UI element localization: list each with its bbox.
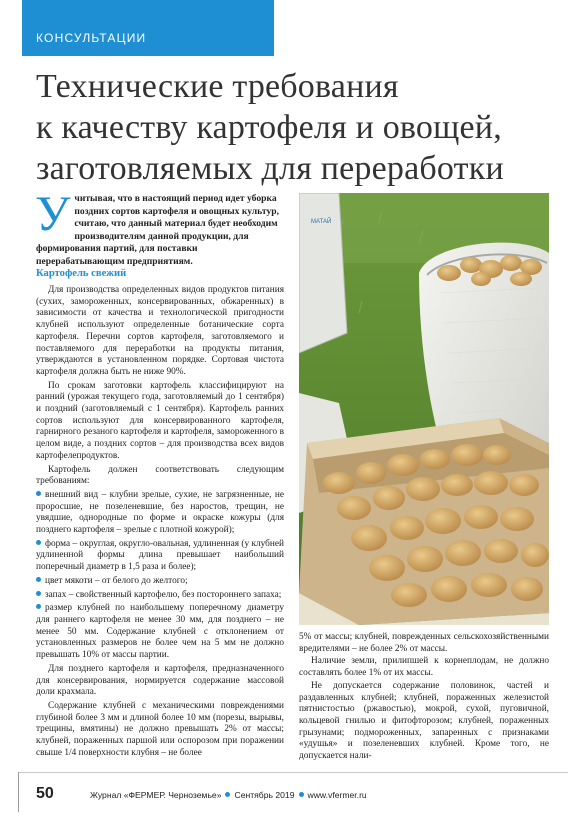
paragraph: Не допускается содержание половинок, частей и раздавленных клубней; клубней, пораженных железистой пятнистостью (ржавостью), мокрой, сухой, пуговичной, кольцевой гнилью и фитофторозом; клубней, пораженных грызунами; подмороженных, запаренных с признаками «удушья» и позеленевших клубней. Кроме того, не допускается нали- — [299, 680, 549, 762]
bullet-icon — [36, 591, 41, 596]
bullet-text: внешний вид – клубни зрелые, сухие, не загрязненные, не проросшие, не позеленевшие, без наростов, трещин, не увядшие, однородные по форме и окраске кожуры (для позднего картофеля – зрелые с плотной кожурой); — [36, 489, 284, 536]
bullet-item — [36, 603, 284, 662]
page-number: 50 — [36, 785, 54, 802]
bullet-icon — [36, 491, 41, 496]
article-title — [36, 66, 556, 189]
separator-dot-icon — [299, 792, 304, 797]
paragraph: Для производства определенных видов продуктов питания (сухих, замороженных, консервированных, обжаренных) в зависимости от качества и технологической пригодности клубней используют определенные ботанические сорта картофеля. Перечни сортов картофеля, заготовляемого и поставляемого для переработки на продукты питания, утверждаются в установленном порядке. Сортовая чистота картофеля должна быть не ниже 90%. — [36, 285, 284, 377]
bullet-text: форма – округлая, округло-овальная, удлиненная (у клубней удлиненной формы длина превышает наибольший поперечный диаметр в 1,5 раза и более); — [36, 538, 284, 573]
footer-margin-rule — [18, 772, 19, 812]
bullet-item — [36, 490, 284, 537]
left-column — [36, 285, 284, 761]
bullet-text: запах – свойственный картофелю, без постороннего запаха; — [45, 589, 282, 600]
paragraph: Содержание клубней с механическими повреждениями глубиной более 3 мм и длиной более 10 мм (порезы, вырывы, трещины, вмятины) не должно превышать 2% от массы; клубней, пораженных паршой или оспорозом при поражении свыше 1/4 поверхности клубня – не более — [36, 700, 284, 758]
footer-line — [90, 790, 367, 800]
bullet-text: размер клубней по наибольшему поперечному диаметру для раннего картофеля не менее 30 мм, для позднего – не менее 50 мм. Содержание клубней с отклонением от установленных размеров не более чем на 5 мм не должно превышать 10% от массы партии. — [36, 603, 284, 661]
issue-date: Сентябрь 2019 — [234, 790, 295, 800]
lead-paragraph — [35, 185, 284, 269]
footer-rule — [18, 772, 568, 773]
paragraph: Наличие земли, прилипшей к корнеплодам, не должно составлять более 1% от их массы. — [299, 656, 549, 679]
journal-name: Журнал «ФЕРМЕР. Черноземье» — [90, 790, 222, 800]
subheading: Картофель свежий — [36, 268, 127, 279]
bullet-text: цвет мякоти – от белого до желтого; — [45, 575, 188, 586]
svg-text:МАТАЙ: МАТАЙ — [311, 219, 332, 225]
title-line-2: к качеству картофеля и овощей, — [36, 109, 502, 146]
title-line-1: Технические требования — [36, 68, 399, 105]
bullet-icon — [36, 577, 41, 582]
bullet-icon — [36, 540, 41, 545]
bullet-item — [36, 576, 284, 588]
section-tab — [22, 0, 274, 56]
potato-photo — [299, 193, 549, 625]
bullet-icon — [36, 604, 41, 609]
website-link[interactable]: www.vfermer.ru — [307, 790, 367, 800]
paragraph: 5% от массы; клубней, поврежденных сельскохозяйственными вредителями – не более 2% от массы. — [299, 632, 549, 654]
paragraph: По срокам заготовки картофель классифицируют на ранний (урожая текущего года, заготовляемый до 1 сентября) и поздний (заготовляемый с 1 сентября). Картофель ранних сортов используют для консервированного картофеля, гарнирного резаного картофеля и картофеля, замороженного в целом виде, а поздних сортов – для производства всех видов картофелепродуктов. — [36, 380, 284, 461]
section-label: КОНСУЛЬТАЦИИ — [36, 31, 147, 45]
paragraph: Для позднего картофеля и картофеля, предназначенного для консервирования, нормируется содержание массовой доли крахмала. — [36, 663, 284, 698]
right-column — [299, 632, 549, 764]
lead-text: читывая, что в настоящий период идет уборка поздних сортов картофеля и овощных культур, считаю, что данный материал будет необходим производителям данной продукции, для формирования партий, для поставки перерабатывающим предприятиям. — [36, 193, 280, 267]
separator-dot-icon — [225, 792, 230, 797]
bullet-item — [36, 590, 284, 602]
bullet-item — [36, 539, 284, 574]
drop-cap: У — [35, 185, 71, 241]
paragraph: Картофель должен соответствовать следующим требованиям: — [36, 464, 284, 487]
title-line-3: заготовляемых для переработки — [36, 150, 504, 187]
